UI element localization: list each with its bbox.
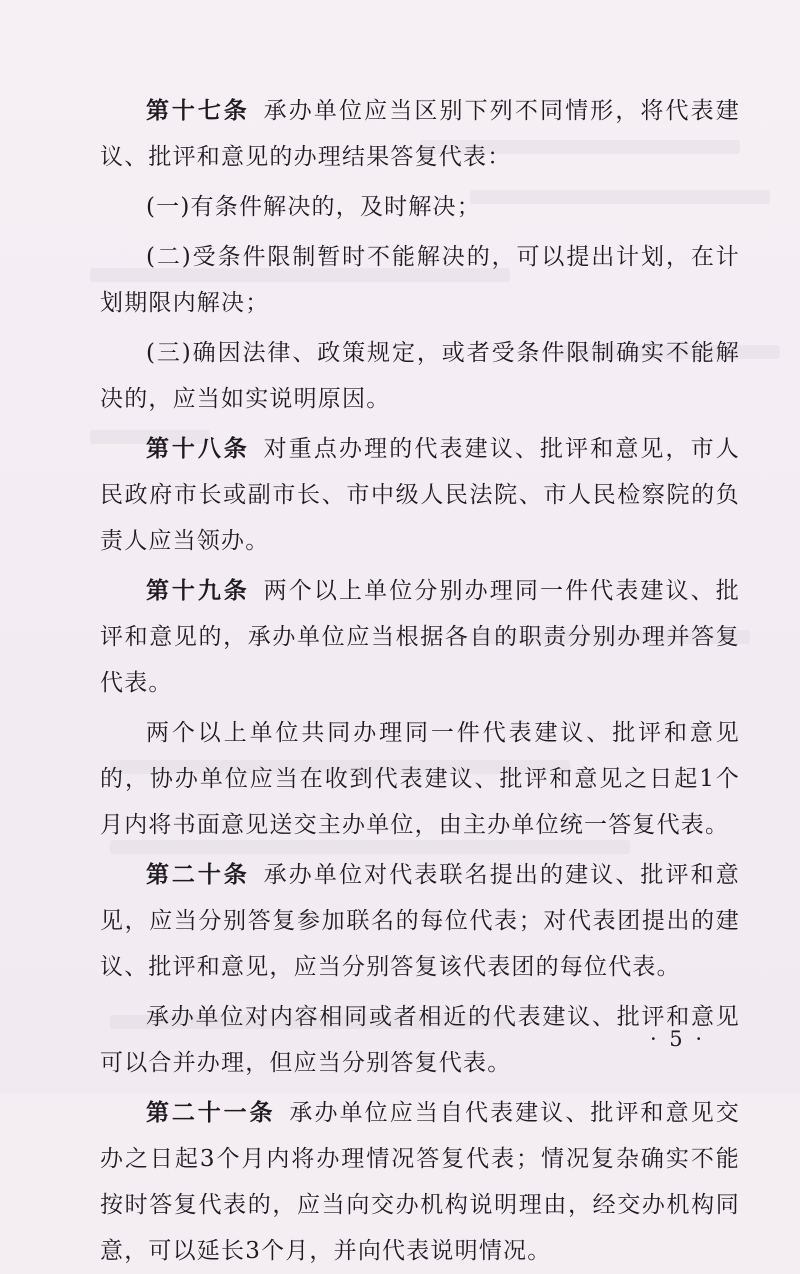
paragraph-text: 承办单位应当自代表建议、批评和意见交办之日起3个月内将办理情况答复代表；情况复杂确实不能按时答复代表的，应当向交办机构说明理由，经交办机构同意，可以延长3个月，并向代表说明情况。 [100,1100,741,1264]
paragraph-article-19-sub [100,710,740,848]
paragraph-text: 两个以上单位共同办理同一件代表建议、批评和意见的，协办单位应当在收到代表建议、批评和意见之日起1个月内将书面意见送交主办单位，由主办单位统一答复代表。 [100,720,740,838]
page-number: · 5 · [649,1027,705,1051]
article-heading: 第二十条 [146,861,250,888]
paragraph-text: (一)有条件解决的，及时解决； [146,194,481,220]
article-heading: 第十九条 [146,577,250,604]
paragraph-text: (三)确因法律、政策规定，或者受条件限制确实不能解决的，应当如实说明原因。 [100,340,740,412]
paragraph-article-17 [100,88,740,180]
paragraph-text: 两个以上单位分别办理同一件代表建议、批评和意见的，承办单位应当根据各自的职责分别办理并答复代表。 [100,578,740,696]
paragraph-article-18 [100,426,740,564]
paragraph-item-1 [100,184,740,230]
article-heading: 第十八条 [146,435,250,462]
article-heading: 第二十一条 [146,1099,276,1126]
paragraph-text: 承办单位对代表联名提出的建议、批评和意见，应当分别答复参加联名的每位代表；对代表团提出的建议、批评和意见，应当分别答复该代表团的每位代表。 [100,862,740,980]
paragraph-text: (二)受条件限制暂时不能解决的，可以提出计划，在计划期限内解决； [100,244,740,316]
paragraph-item-3 [100,330,740,422]
paragraph-article-21 [100,1090,740,1274]
paragraph-item-2 [100,234,740,326]
paragraph-article-20-sub [100,994,740,1086]
paragraph-text: 承办单位应当区别下列不同情形，将代表建议、批评和意见的办理结果答复代表： [100,98,740,170]
paragraph-text: 承办单位对内容相同或者相近的代表建议、批评和意见可以合并办理，但应当分别答复代表。 [100,1004,740,1076]
paragraph-article-19 [100,568,740,706]
paragraph-text: 对重点办理的代表建议、批评和意见，市人民政府市长或副市长、市中级人民法院、市人民检察院的负责人应当领办。 [100,436,740,554]
article-heading: 第十七条 [146,97,250,124]
document-body [100,88,740,1274]
paragraph-article-20 [100,852,740,990]
